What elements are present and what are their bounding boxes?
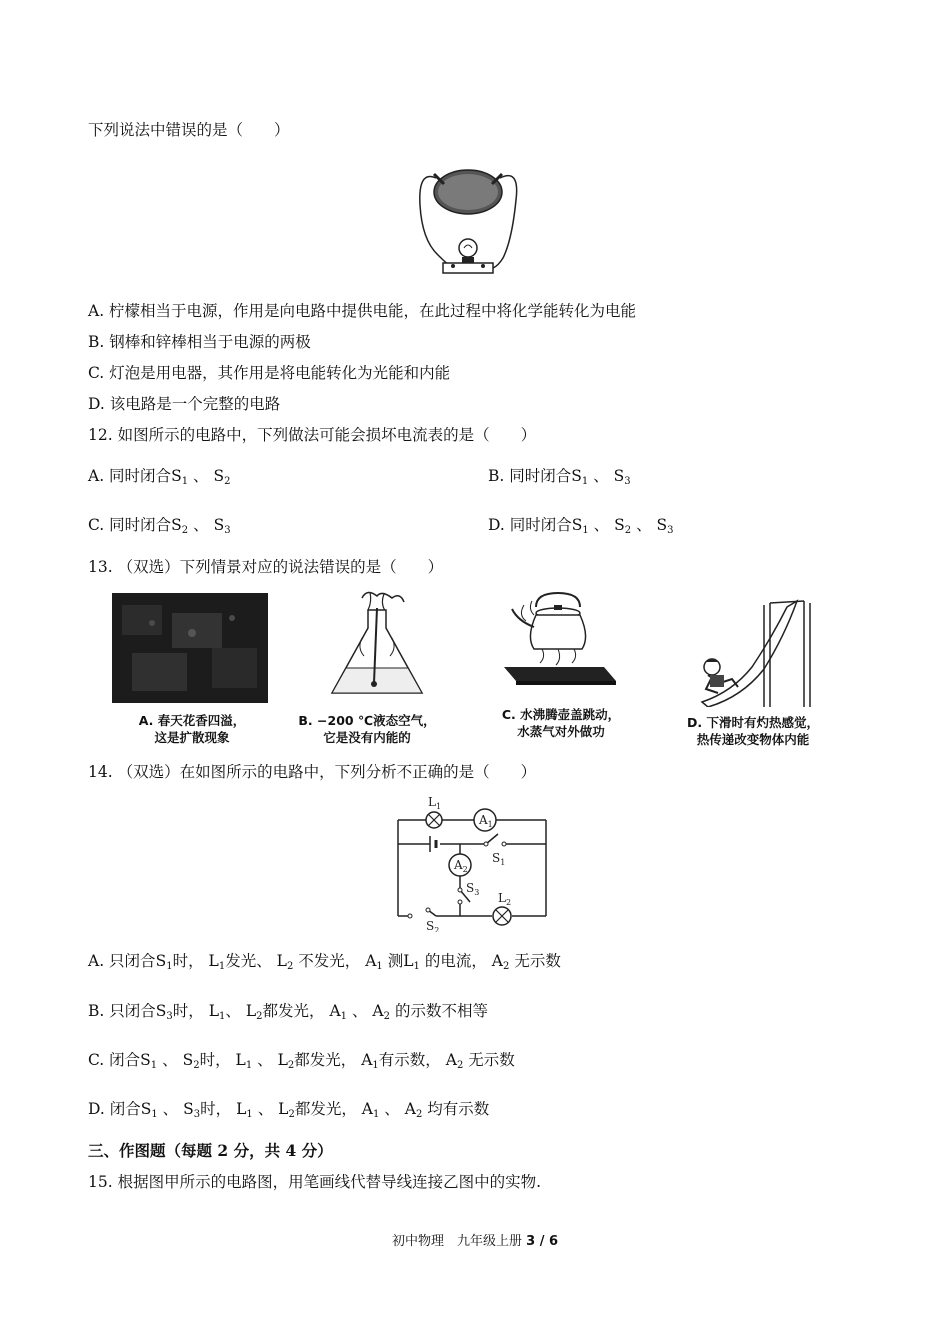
q12-option-b: B. 同时闭合$S_1$ 、 $S_3$ bbox=[488, 467, 631, 487]
q14-option-b: B. 只闭合$S_3$时， $L_1$、 $L_2$都发光， $A_1$ 、 $A_2$ 的示数不相等 bbox=[88, 1002, 488, 1022]
label-s1: $S_1$ bbox=[492, 851, 506, 867]
q14-circuit-diagram bbox=[390, 792, 555, 932]
page-footer bbox=[0, 1230, 950, 1249]
page-number: 3 / 6 bbox=[526, 1234, 559, 1249]
label-s2: $S_2$ bbox=[426, 919, 440, 932]
q11-stem: 下列说法中错误的是（ ） bbox=[88, 121, 290, 139]
label-l2: $L_2$ bbox=[498, 891, 512, 907]
q15-stem: 15. 根据图甲所示的电路图，用笔画线代替导线连接乙图中的实物. bbox=[88, 1173, 542, 1191]
q12-stem: 12. 如图所示的电路中，下列做法可能会损坏电流表的是（ ） bbox=[88, 426, 537, 444]
q14-option-d: D. 闭合$S_1$ 、 $S_3$时， $L_1$ 、 $L_2$都发光， $A_1$ 、 $A_2$ 均有示数 bbox=[88, 1100, 490, 1120]
q12-option-c: C. 同时闭合$S_2$ 、 $S_3$ bbox=[88, 516, 231, 536]
q14-option-a: A. 只闭合$S_1$时， $L_1$发光、 $L_2$ 不发光， $A_1$ 测$L_1$ 的电流， $A_2$ 无示数 bbox=[88, 952, 561, 972]
q13-caption-b: B. −200 ℃液态空气， 它是没有内能的 bbox=[298, 713, 436, 745]
q13-stem: 13. （双选）下列情景对应的说法错误的是（ ） bbox=[88, 558, 444, 576]
flower-scent-photo bbox=[112, 593, 268, 703]
slide-figure bbox=[692, 597, 822, 707]
q12-option-a: A. 同时闭合$S_1$ 、 $S_2$ bbox=[88, 467, 231, 487]
section3-title: 三、作图题（每题 2 分，共 4 分） bbox=[88, 1141, 333, 1160]
q14-option-c: C. 闭合$S_1$ 、 $S_2$时， $L_1$ 、 $L_2$都发光， $A_1$有示数， $A_2$ 无示数 bbox=[88, 1051, 515, 1071]
q11-option-d: D. 该电路是一个完整的电路 bbox=[88, 395, 281, 413]
q13-caption-c: C. 水沸腾壶盖跳动， 水蒸气对外做功 bbox=[501, 707, 621, 739]
q11-option-c: C. 灯泡是用电器，其作用是将电能转化为光能和内能 bbox=[88, 364, 451, 382]
footer-subject: 初中物理 九年级上册 bbox=[391, 1234, 522, 1249]
boiling-kettle-figure bbox=[496, 587, 620, 699]
q14-stem: 14. （双选）在如图所示的电路中，下列分析不正确的是（ ） bbox=[88, 763, 537, 781]
q11-option-b: B. 钢棒和锌棒相当于电源的两极 bbox=[88, 333, 311, 351]
q12-option-d: D. 同时闭合$S_1$ 、 $S_2$ 、 $S_3$ bbox=[488, 516, 674, 536]
label-s3: $S_3$ bbox=[466, 881, 480, 897]
q11-option-a: A. 柠檬相当于电源，作用是向电路中提供电能，在此过程中将化学能转化为电能 bbox=[88, 302, 637, 320]
label-l1: $L_1$ bbox=[428, 795, 442, 811]
q13-caption-a: A. 春天花香四溢， 这是扩散现象 bbox=[138, 713, 246, 745]
bulb-icon bbox=[459, 239, 477, 257]
q13-caption-d: D. 下滑时有灼热感觉， 热传递改变物体内能 bbox=[687, 715, 819, 747]
label-a1: $A_1$ bbox=[479, 813, 493, 829]
label-a2: $A_2$ bbox=[454, 858, 468, 874]
liquid-air-flask-figure bbox=[322, 588, 432, 700]
lemon-battery-figure bbox=[408, 160, 538, 285]
